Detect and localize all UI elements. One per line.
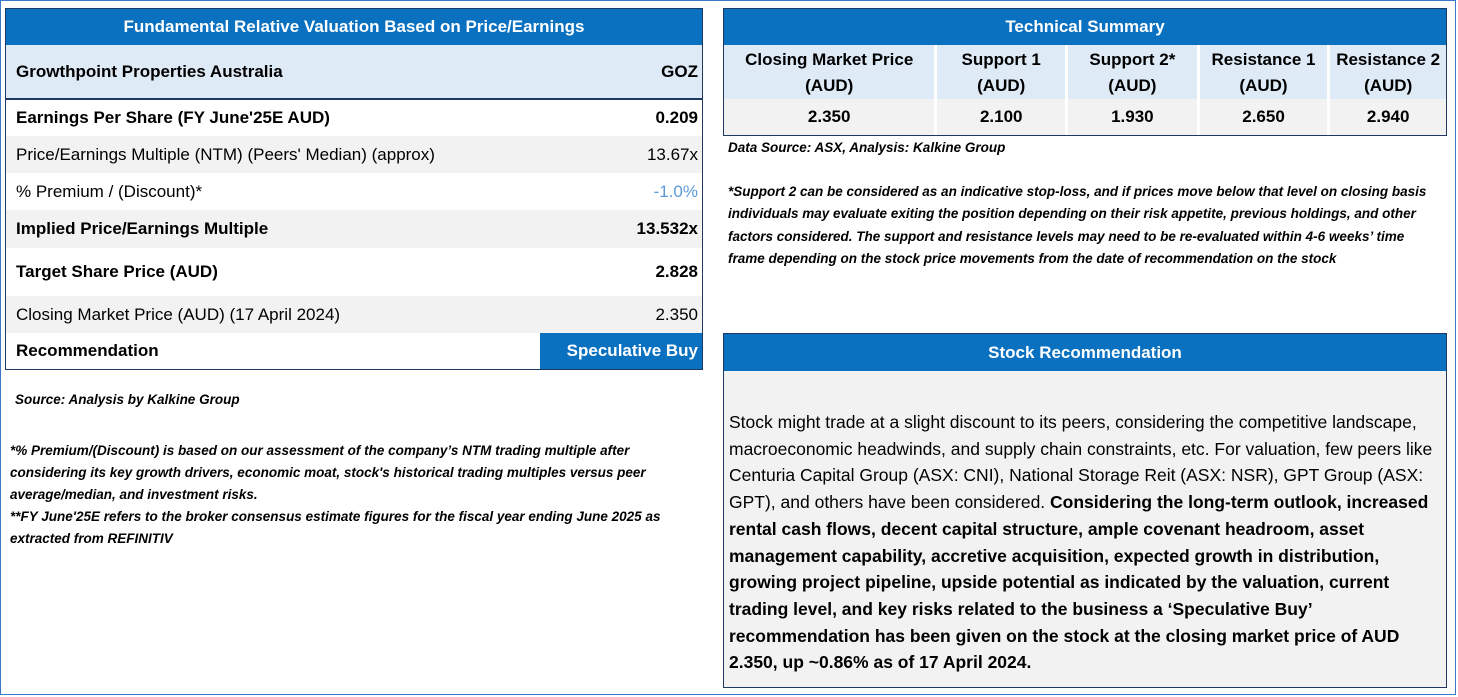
column-header <box>1068 45 1197 99</box>
column-header-line1: Support 1 <box>961 50 1041 69</box>
premium-discount-row <box>6 173 702 210</box>
target-price-row <box>6 248 702 296</box>
company-row <box>6 45 702 100</box>
recommendation-row <box>6 333 702 369</box>
footnotes <box>10 440 700 550</box>
technical-summary-table <box>723 8 1447 136</box>
closing-market-price-col <box>724 45 937 135</box>
valuation-table-title: Fundamental Relative Valuation Based on Price/Earnings <box>6 9 702 45</box>
stock-recommendation-text <box>729 409 1441 676</box>
premium-discount-label: % Premium / (Discount)* <box>16 181 203 201</box>
column-header <box>724 45 934 99</box>
target-price-value: 2.828 <box>655 262 698 281</box>
column-header-line1: Support 2* <box>1089 50 1176 69</box>
fy-footnote: **FY June'25E refers to the broker consensus estimate figures for the fiscal year ending June 2025 as extracted from REFINITIV <box>10 509 661 546</box>
column-header-line2: (AUD) <box>1108 76 1157 95</box>
column-header <box>1330 45 1446 99</box>
recommendation-text-regular: Stock might trade at a slight discount to its peers, considering the competitive landscape, macroeconomic headwinds, and supply chain constraints, etc. For valuation, few peers like Centuria Capital Group (ASX: CNI), National Storage Reit (ASX: NSR), GPT Group (ASX: GPT), and others have been considered. <box>729 412 1433 513</box>
column-header-line1: Closing Market Price <box>745 50 914 69</box>
technical-columns <box>724 45 1446 135</box>
support-2-col <box>1068 45 1200 135</box>
stock-recommendation-title: Stock Recommendation <box>724 334 1446 371</box>
resistance-1-value: 2.650 <box>1200 99 1328 135</box>
ticker: GOZ <box>661 61 698 81</box>
column-header-line2: (AUD) <box>1239 76 1288 95</box>
implied-pe-label: Implied Price/Earnings Multiple <box>16 219 269 238</box>
closing-market-price-value: 2.350 <box>724 99 934 135</box>
data-source-note: Data Source: ASX, Analysis: Kalkine Group <box>728 140 1006 155</box>
pe-multiple-value: 13.67x <box>646 144 698 164</box>
technical-summary-title: Technical Summary <box>724 9 1446 45</box>
column-header-line2: (AUD) <box>977 76 1026 95</box>
support-1-value: 2.100 <box>937 99 1065 135</box>
closing-price-row <box>6 296 702 333</box>
resistance-2-value: 2.940 <box>1330 99 1446 135</box>
pe-multiple-label: Price/Earnings Multiple (NTM) (Peers' Median) (approx) <box>16 144 435 164</box>
closing-price-label: Closing Market Price (AUD) (17 April 2024) <box>16 304 341 324</box>
column-header-line2: (AUD) <box>1364 76 1413 95</box>
column-header <box>937 45 1065 99</box>
recommendation-value: Speculative Buy <box>540 333 702 369</box>
column-header-line2: (AUD) <box>805 76 854 95</box>
company-name: Growthpoint Properties Australia <box>16 61 283 81</box>
premium-discount-value: -1.0% <box>653 181 698 201</box>
support-2-value: 1.930 <box>1068 99 1197 135</box>
support-1-col <box>937 45 1068 135</box>
eps-row <box>6 100 702 136</box>
source-note: Source: Analysis by Kalkine Group <box>15 392 240 407</box>
valuation-table <box>5 8 703 370</box>
resistance-1-col <box>1200 45 1331 135</box>
support-note: *Support 2 can be considered as an indicative stop-loss, and if prices move below that level on closing basis individuals may evaluate exiting the position depending on their risk appetite, previous holdings, and other factors considered. The support and resistance levels may need to be re-evaluated within 4-6 weeks’ time frame depending on the stock price movements from the date of recommendation on the stock <box>728 184 1427 266</box>
stock-recommendation-box <box>723 333 1447 688</box>
eps-value: 0.209 <box>655 108 698 127</box>
implied-pe-value: 13.532x <box>636 219 698 238</box>
column-header-line1: Resistance 2 <box>1336 50 1441 69</box>
eps-label: Earnings Per Share (FY June'25E AUD) <box>16 108 330 127</box>
premium-footnote: *% Premium/(Discount) is based on our assessment of the company’s NTM trading multiple after considering its key growth drivers, economic moat, stock's historical trading multiples versus peer average/median, and investment risks. <box>10 443 646 502</box>
resistance-2-col <box>1330 45 1446 135</box>
recommendation-label: Recommendation <box>16 341 159 360</box>
pe-multiple-row <box>6 136 702 173</box>
recommendation-text-bold: Considering the long-term outlook, increased rental cash flows, decent capital structure, ample covenant headroom, asset management capability, accretive acquisition, expected growth in distribution, growing project pipeline, upside potential as indicated by the valuation, current trading level, and key risks related to the business a ‘Speculative Buy’ recommendation has been given on the stock at the closing market price of AUD 2.350, up ~0.86% as of 17 April 2024. <box>729 492 1429 673</box>
target-price-label: Target Share Price (AUD) <box>16 262 218 281</box>
implied-pe-row <box>6 210 702 248</box>
closing-price-value: 2.350 <box>655 304 698 324</box>
column-header-line1: Resistance 1 <box>1211 50 1316 69</box>
column-header <box>1200 45 1328 99</box>
